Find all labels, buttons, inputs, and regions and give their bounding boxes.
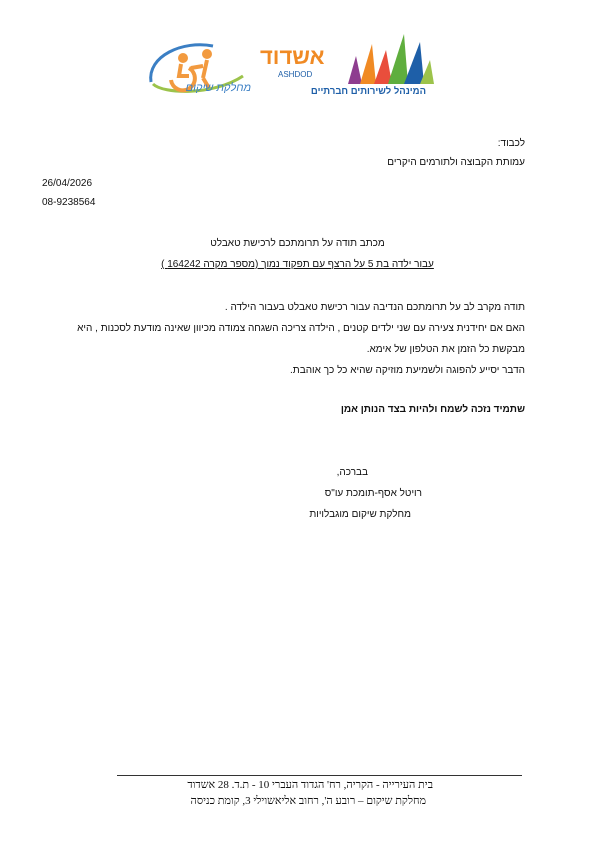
ashdod-logo-latin: ASHDOD bbox=[278, 70, 313, 79]
signature-department: מחלקת שיקום מוגבלויות bbox=[309, 509, 411, 520]
closing-blessing: שתמיד נזכה לשמח ולהיות בצד הנותן אמן bbox=[340, 404, 525, 415]
subject-line: מכתב תודה על תרומתכם לרכישת טאבלט bbox=[210, 238, 385, 249]
letter-date: 26/04/2026 bbox=[42, 178, 93, 189]
footer-divider bbox=[117, 775, 522, 776]
ashdod-logo bbox=[258, 34, 434, 100]
body-paragraph: מבקשת כל הזמן את הטלפון של אימא. bbox=[366, 344, 525, 355]
body-paragraph: האם אם יחידנית צעירה עם שני ילדים קטנים , הילדה צריכה השגחה צמודה מכיוון שאינה מודעת לסכנות , היא bbox=[77, 323, 525, 334]
ashdod-emblem-graphic bbox=[342, 34, 434, 84]
greeting: לכבוד: bbox=[497, 138, 525, 149]
rehab-logo-text: מחלקת שיקום bbox=[185, 82, 251, 94]
body-paragraph: הדבר יסייע להפוגה ולשמיעת מוזיקה שהיא כל כך אוהבת. bbox=[290, 365, 525, 376]
subject-line-underlined: עבור ילדה בת 5 על הרצף עם תפקוד נמוך (מספר מקרה 164242 ) bbox=[161, 259, 434, 270]
ashdod-logo-text: אשדוד bbox=[260, 44, 325, 69]
recipient: עמותת הקבוצה ולתורמים היקרים bbox=[387, 157, 525, 168]
ashdod-logo-subtitle: המינהל לשירותים חברתיים bbox=[310, 86, 426, 97]
signature-name: רויטל אסף-תומכת עו"ס bbox=[324, 488, 422, 499]
footer-department-address: מחלקת שיקום – רובע ה', רחוב אליאשוילי 3, קומת כניסה bbox=[190, 795, 426, 807]
body-paragraph: תודה מקרב לב על תרומתכם הנדיבה עבור רכישת טאבלט בעבור הילדה . bbox=[224, 302, 525, 313]
footer-address: בית העירייה - הקריה, רח' הגדוד העברי 10 - ת.ד. 28 אשדוד bbox=[187, 779, 433, 791]
rehab-department-logo bbox=[143, 36, 253, 100]
case-phone: 08-9238564 bbox=[42, 197, 96, 208]
signature-regards: בברכה, bbox=[336, 467, 368, 478]
